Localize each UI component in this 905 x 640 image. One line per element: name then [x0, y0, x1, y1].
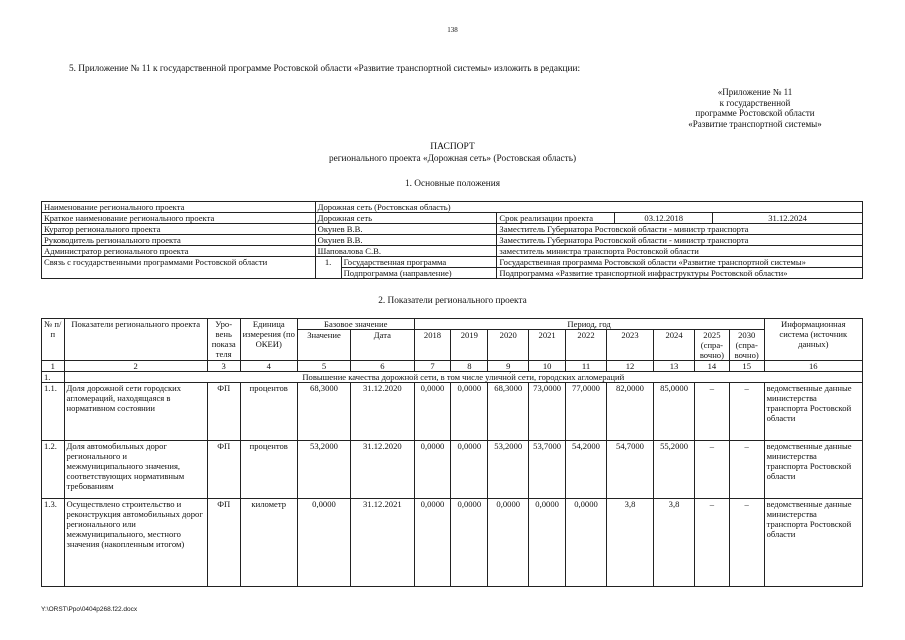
group-title: Повышение качества дорожной сети, в том числе улично́й сети, городских агломераций [64, 372, 862, 383]
base-value: 53,2000 [297, 441, 350, 499]
base-value: 0,0000 [297, 499, 350, 587]
base-date: 31.12.2021 [351, 499, 414, 587]
row-label: Связь с государственными программами Ростовской области [42, 257, 316, 279]
table-row [42, 224, 863, 235]
indicator-level: ФП [207, 441, 240, 499]
column-number: 16 [764, 361, 862, 372]
table-row [42, 499, 863, 587]
column-number: 6 [351, 361, 414, 372]
table-header-row [42, 319, 863, 330]
table-row [42, 202, 863, 213]
group-row [42, 372, 863, 383]
appendix-reference [640, 87, 870, 129]
year-value: – [729, 383, 764, 441]
table-row [42, 235, 863, 246]
table-row [42, 383, 863, 441]
column-number: 9 [488, 361, 529, 372]
section-indicators-title: 2. Показатели регионального проекта [378, 296, 527, 306]
subprogram-value: Подпрограмма «Развитие транспортной инфраструктуры Ростовской области» [497, 268, 863, 279]
indicator-level: ФП [207, 499, 240, 587]
column-number: 13 [654, 361, 695, 372]
column-number: 14 [695, 361, 730, 372]
project-name-value: Дорожная сеть (Ростовская область) [315, 202, 862, 213]
year-value: 68,3000 [488, 383, 529, 441]
header-year: 2023 [606, 330, 653, 361]
year-value: 54,2000 [566, 441, 607, 499]
base-date: 31.12.2020 [351, 441, 414, 499]
project-short-name-value: Дорожная сеть [315, 213, 497, 224]
appendix-line: программе Ростовской области [695, 108, 815, 118]
column-number: 8 [451, 361, 488, 372]
header-year: 2018 [414, 330, 451, 361]
column-number-row [42, 361, 863, 372]
column-number: 5 [297, 361, 350, 372]
header-year: 2019 [451, 330, 488, 361]
indicator-name: Доля дорожной сети городских агломераций, находящаяся в нормативном состоянии [64, 383, 207, 441]
column-number: 2 [64, 361, 207, 372]
data-source: ведомственные данные министерства транспорта Ростовской области [764, 499, 862, 587]
year-value: 0,0000 [414, 499, 451, 587]
indicator-level: ФП [207, 383, 240, 441]
year-value: 0,0000 [529, 499, 566, 587]
data-source: ведомственные данные министерства транспорта Ростовской области [764, 441, 862, 499]
column-number: 15 [729, 361, 764, 372]
column-number: 3 [207, 361, 240, 372]
year-value: 82,0000 [606, 383, 653, 441]
table-row [42, 213, 863, 224]
indicator-unit: процентов [240, 441, 297, 499]
header-year: 2020 [488, 330, 529, 361]
indicators-table [41, 318, 863, 587]
year-value: 53,2000 [488, 441, 529, 499]
column-number: 10 [529, 361, 566, 372]
passport-subtitle: регионального проекта «Дорожная сеть» (Ростовская область) [328, 154, 577, 164]
passport-title: ПАСПОРТ [430, 142, 475, 152]
year-value: 54,7000 [606, 441, 653, 499]
curator-position: Заместитель Губернатора Ростовской области - министр транспорта [497, 224, 863, 235]
year-value: – [729, 441, 764, 499]
data-source: ведомственные данные министерства транспорта Ростовской области [764, 383, 862, 441]
state-program-value: Государственная программа Ростовской области «Развитие транспортной системы» [497, 257, 863, 268]
indicator-name: Доля автомобильных дорог регионального и межмуниципального значения, соответствующих нормативным требованиям [64, 441, 207, 499]
intro-paragraph: 5. Приложение № 11 к государственной программе Ростовской области «Развитие транспортной системы» изложить в редакции: [69, 64, 581, 74]
table-row [42, 441, 863, 499]
state-program-label: Государственная программа [341, 257, 497, 268]
year-value: 55,2000 [654, 441, 695, 499]
appendix-line: «Приложение № 11 [717, 87, 793, 97]
subprogram-label: Подпрограмма (направление) [341, 268, 497, 279]
column-number: 11 [566, 361, 607, 372]
year-value: 0,0000 [414, 441, 451, 499]
column-number: 4 [240, 361, 297, 372]
year-value: 73,0000 [529, 383, 566, 441]
year-value: 85,0000 [654, 383, 695, 441]
year-value: 0,0000 [566, 499, 607, 587]
group-number: 1. [42, 372, 65, 383]
indicator-name: Осуществлено строительство и реконструкция автомобильных дорог регионального или межмуниципального, местного значения (накопленным итогом) [64, 499, 207, 587]
header-year: 2025 (спра- вочно) [695, 330, 730, 361]
year-value: 0,0000 [451, 499, 488, 587]
column-number: 7 [414, 361, 451, 372]
row-number: 1.3. [42, 499, 65, 587]
header-year: 2021 [529, 330, 566, 361]
year-value: 0,0000 [414, 383, 451, 441]
head-position: Заместитель Губернатора Ростовской области - министр транспорта [497, 235, 863, 246]
header-year: 2022 [566, 330, 607, 361]
basic-info-table [41, 201, 863, 279]
row-number: 1.2. [42, 441, 65, 499]
header-year: 2030 (спра- вочно) [729, 330, 764, 361]
term-start: 03.12.2018 [615, 213, 713, 224]
header-unit: Единица измерения (по ОКЕИ) [240, 319, 297, 361]
header-base-date: Дата [351, 330, 414, 361]
year-value: – [695, 383, 730, 441]
year-value: – [695, 441, 730, 499]
admin-position: заместитель министра транспорта Ростовской области [497, 246, 863, 257]
indicator-unit: процентов [240, 383, 297, 441]
term-end: 31.12.2024 [713, 213, 863, 224]
row-label: Администратор регионального проекта [42, 246, 316, 257]
column-number: 1 [42, 361, 65, 372]
year-value: 0,0000 [488, 499, 529, 587]
footer-file-path: Y:\ORST\Ppo\0404p268.f22.docx [41, 606, 138, 613]
year-value: 0,0000 [451, 441, 488, 499]
table-row [42, 246, 863, 257]
year-value: 77,0000 [566, 383, 607, 441]
year-value: 3,8 [654, 499, 695, 587]
header-info-system: Информационная система (источник данных) [764, 319, 862, 361]
year-value: – [729, 499, 764, 587]
header-base: Базовое значение [297, 319, 414, 330]
row-label: Краткое наименование регионального проекта [42, 213, 316, 224]
header-level: Уро- вень показа теля [207, 319, 240, 361]
admin-name: Шаповалова С.В. [315, 246, 497, 257]
indicator-unit: километр [240, 499, 297, 587]
year-value: – [695, 499, 730, 587]
section-basic-title: 1. Основные положения [404, 179, 501, 189]
base-date: 31.12.2020 [351, 383, 414, 441]
header-num: № п/п [42, 319, 65, 361]
page-number: 138 [447, 26, 458, 34]
term-label: Срок реализации проекта [497, 213, 615, 224]
header-period: Период, год [414, 319, 764, 330]
row-number: 1.1. [42, 383, 65, 441]
year-value: 3,8 [606, 499, 653, 587]
head-name: Окунев В.В. [315, 235, 497, 246]
row-label: Наименование регионального проекта [42, 202, 316, 213]
row-label: Куратор регионального проекта [42, 224, 316, 235]
link-number: 1. [315, 257, 341, 279]
header-name: Показатели регионального проекта [64, 319, 207, 361]
appendix-line: «Развитие транспортной системы» [688, 118, 822, 129]
year-value: 0,0000 [451, 383, 488, 441]
year-value: 53,7000 [529, 441, 566, 499]
base-value: 68,3000 [297, 383, 350, 441]
column-number: 12 [606, 361, 653, 372]
appendix-line: к государственной [719, 97, 791, 108]
table-row [42, 257, 863, 268]
curator-name: Окунев В.В. [315, 224, 497, 235]
row-label: Руководитель регионального проекта [42, 235, 316, 246]
header-base-value: Значение [297, 330, 350, 361]
header-year: 2024 [654, 330, 695, 361]
